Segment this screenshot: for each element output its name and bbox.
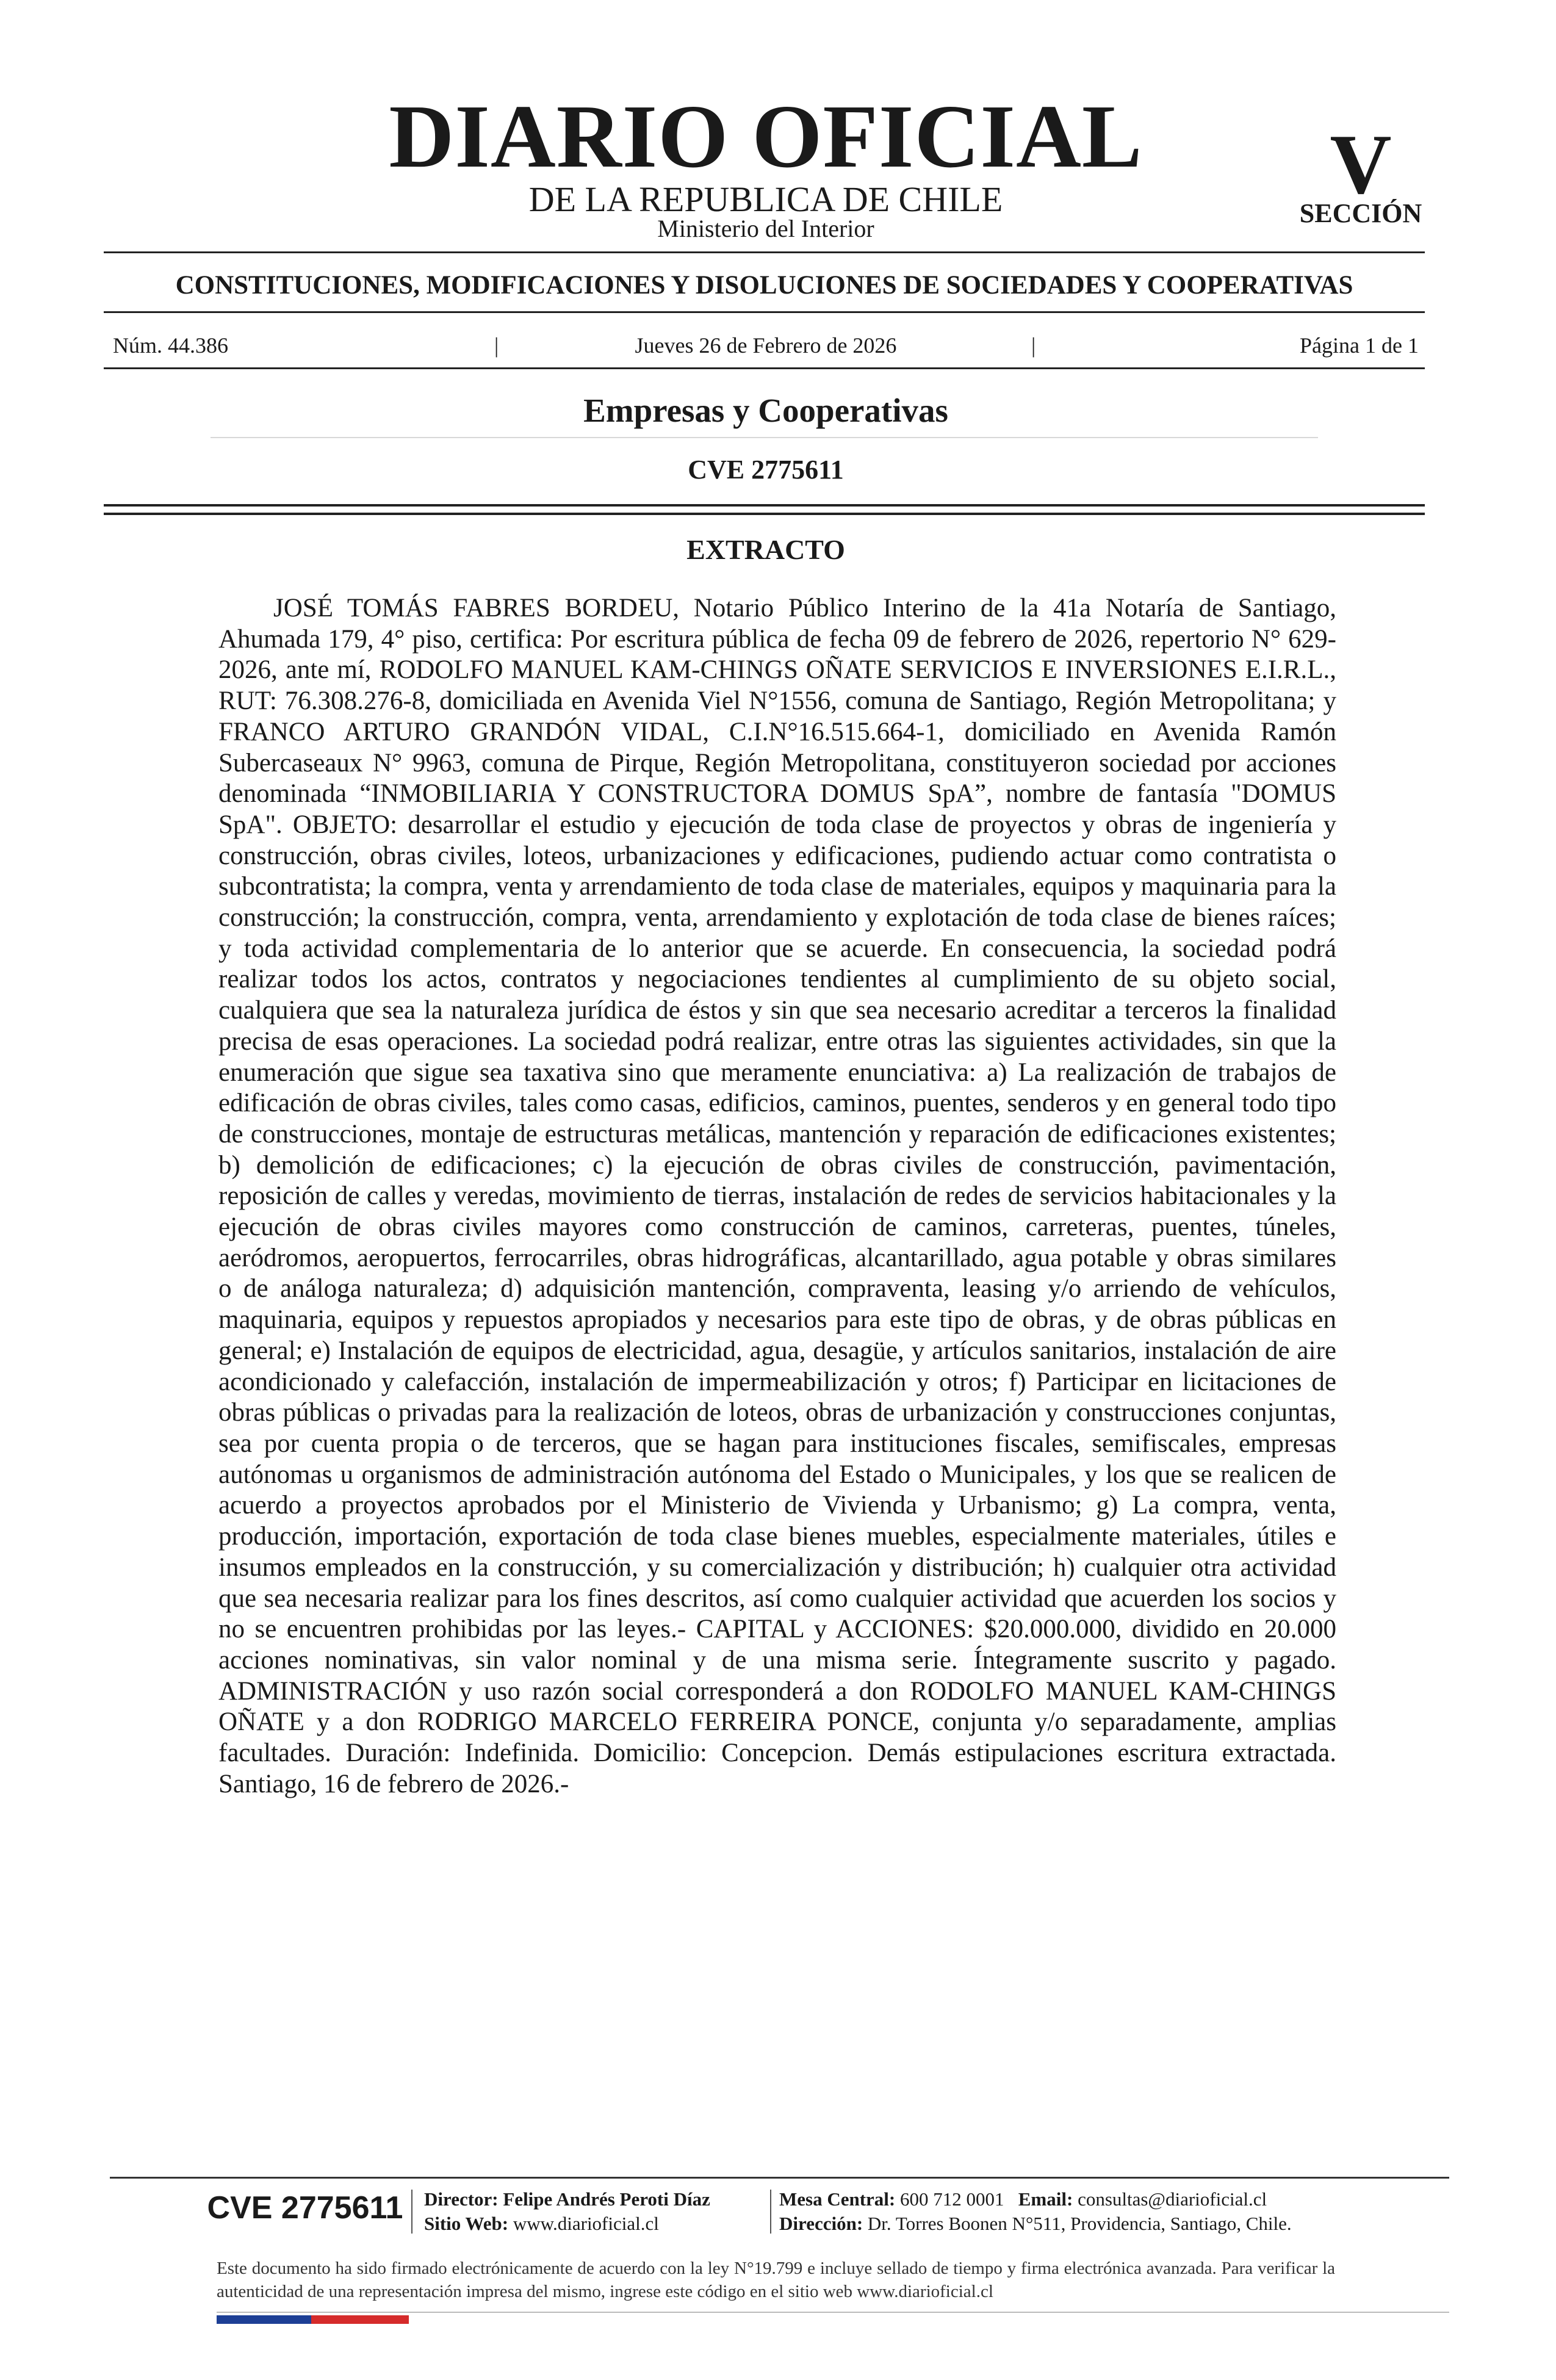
footer-divider xyxy=(770,2190,771,2234)
website-link[interactable]: www.diarioficial.cl xyxy=(513,2213,659,2234)
issue-separator: | xyxy=(494,333,499,358)
category-title: Empresas y Cooperativas xyxy=(583,392,948,429)
footer-office-column xyxy=(779,2187,1292,2236)
header-rule-top xyxy=(104,251,1425,253)
address-label: Dirección: xyxy=(779,2213,863,2234)
category-divider xyxy=(211,437,1318,438)
issue-separator: | xyxy=(1031,333,1036,358)
section-word: SECCIÓN xyxy=(1299,198,1422,228)
cve-code: CVE 2775611 xyxy=(688,455,844,485)
director-label: Director: xyxy=(424,2188,499,2210)
extract-body: JOSÉ TOMÁS FABRES BORDEU, Notario Público Interino de la 41a Notaría de Santiago, Ahumada 179, 4° piso, certifica: Por escritura pública de fecha 09 de febrero de 2026, repertorio N° 629-2026, ante mí, RODOLFO MANUEL KAM-CHINGS OÑATE SERVICIOS E INVERSIONES E.I.R.L., RUT: 76.308.276-8, domiciliada en Avenida Viel N°1556, comuna de Santiago, Región Metropolitana; y FRANCO ARTURO GRANDÓN VIDAL, C.I.N°16.515.664-1, domiciliado en Avenida Ramón Subercaseaux N° 9963, comuna de Pirque, Región Metropolitana, constituyeron sociedad por acciones denominada “INMOBILIARIA Y CONSTRUCTORA DOMUS SpA”, nombre de fantasía "DOMUS SpA". OBJETO: desarrollar el estudio y ejecución de toda clase de proyectos y obras de ingeniería y construcción, obras civiles, loteos, urbanizaciones y edificaciones, pudiendo actuar como contratista o subcontratista; la compra, venta y arrendamiento de toda clase de materiales, equipos y maquinaria para la construcción; la construcción, compra, venta, arrendamiento y explotación de toda clase de bienes raíces; y toda actividad complementaria de lo anterior que se acuerde. En consecuencia, la sociedad podrá realizar todos los actos, contratos y negociaciones tendientes al cumplimiento de su objeto social, cualquiera que sea la naturaleza jurídica de éstos y sin que sea necesario acreditar a terceros la finalidad precisa de esas operaciones. La sociedad podrá realizar, entre otras las siguientes actividades, sin que la enumeración que sigue sea taxativa sino que meramente enunciativa: a) La realización de trabajos de edificación de obras civiles, tales como casas, edificios, caminos, puentes, senderos y en general todo tipo de construcciones, montaje de estructuras metálicas, mantención y reparación de edificaciones existentes; b) demolición de edificaciones; c) la ejecución de obras civiles de construcción, pavimentación, reposición de calles y veredas, movimiento de tierras, instalación de redes de servicios habitacionales y la ejecución de obras civiles mayores como construcción de caminos, carreteras, puentes, túneles, aeródromos, aeropuertos, ferrocarriles, obras hidrográficas, alcantarillado, agua potable y obras similares o de análoga naturaleza; d) adquisición mantención, compraventa, leasing y/o arriendo de vehículos, maquinaria, equipos y repuestos apropiados y necesarios para este tipo de obras, y de obras públicas en general; e) Instalación de equipos de electricidad, agua, desagüe, y artículos sanitarios, instalación de aire acondicionado y calefacción, instalación de impermeabilización y otros; f) Participar en licitaciones de obras públicas o privadas para la realización de loteos, obras de urbanización y construcciones conjuntas, sea por cuenta propia o de terceros, que se hagan para instituciones fiscales, semifiscales, empresas autónomas u organismos de administración autónoma del Estado o Municipales, y los que se realicen de acuerdo a proyectos aprobados por el Ministerio de Vivienda y Urbanismo; g) La compra, venta, producción, importación, exportación de toda clase bienes muebles, especialmente materiales, útiles e insumos empleados en la construcción, y su comercialización y distribución; h) cualquier otra actividad que sea necesaria realizar para los fines descritos, así como cualquier actividad que acuerden los socios y no se encuentren prohibidas por las leyes.- CAPITAL y ACCIONES: $20.000.000, dividido en 20.000 acciones nominativas, sin valor nominal y de una misma serie. Íntegramente suscrito y pagado. ADMINISTRACIÓN y uso razón social corresponderá a don RODOLFO MANUEL KAM-CHINGS OÑATE y a don RODRIGO MARCELO FERREIRA PONCE, conjunta y/o separadamente, amplias facultades. Duración: Indefinida. Domicilio: Concepcion. Demás estipulaciones escritura extractada. Santiago, 16 de febrero de 2026.- xyxy=(218,594,1336,1798)
footer-cve-code: CVE 2775611 xyxy=(207,2190,403,2226)
masthead-subtitle: DE LA REPUBLICA DE CHILE xyxy=(528,179,1003,219)
footer-rule-bottom xyxy=(217,2312,1449,2313)
extract-title: EXTRACTO xyxy=(686,534,845,565)
issue-date: Jueves 26 de Febrero de 2026 xyxy=(635,333,897,358)
address-value: Dr. Torres Boonen N°511, Providencia, Santiago, Chile. xyxy=(867,2213,1292,2234)
footer-contact-column xyxy=(424,2187,710,2236)
masthead-title: DIARIO OFICIAL xyxy=(389,87,1143,187)
flag-stripe-blue xyxy=(217,2315,311,2324)
masthead-ministry: Ministerio del Interior xyxy=(657,215,874,242)
email-label: Email: xyxy=(1018,2188,1073,2210)
double-rule-top xyxy=(104,504,1425,507)
header-rule-middle xyxy=(104,311,1425,313)
section-heading: CONSTITUCIONES, MODIFICACIONES Y DISOLUCIONES DE SOCIEDADES Y COOPERATIVAS xyxy=(175,271,1353,300)
central-label: Mesa Central: xyxy=(779,2188,896,2210)
double-rule-bottom xyxy=(104,513,1425,515)
issue-page: Página 1 de 1 xyxy=(1300,333,1419,358)
header-rule-bottom xyxy=(104,367,1425,369)
footer-divider xyxy=(411,2190,412,2234)
website-label: Sitio Web: xyxy=(424,2213,509,2234)
director-name: Felipe Andrés Peroti Díaz xyxy=(503,2188,710,2210)
issue-number: Núm. 44.386 xyxy=(113,333,228,358)
footer-rule xyxy=(110,2177,1449,2179)
email-link[interactable]: consultas@diarioficial.cl xyxy=(1078,2188,1267,2210)
central-phone: 600 712 0001 xyxy=(900,2188,1004,2210)
signature-notice: Este documento ha sido firmado electrónicamente de acuerdo con la ley N°19.799 e incluye sellado de tiempo y firma electrónica avanzada. Para verificar la autenticidad de una representación impresa del mismo, ingrese este código en el sitio web www.diarioficial.cl xyxy=(217,2259,1335,2301)
flag-stripe-red xyxy=(311,2315,409,2324)
section-letter: V xyxy=(1330,117,1392,212)
